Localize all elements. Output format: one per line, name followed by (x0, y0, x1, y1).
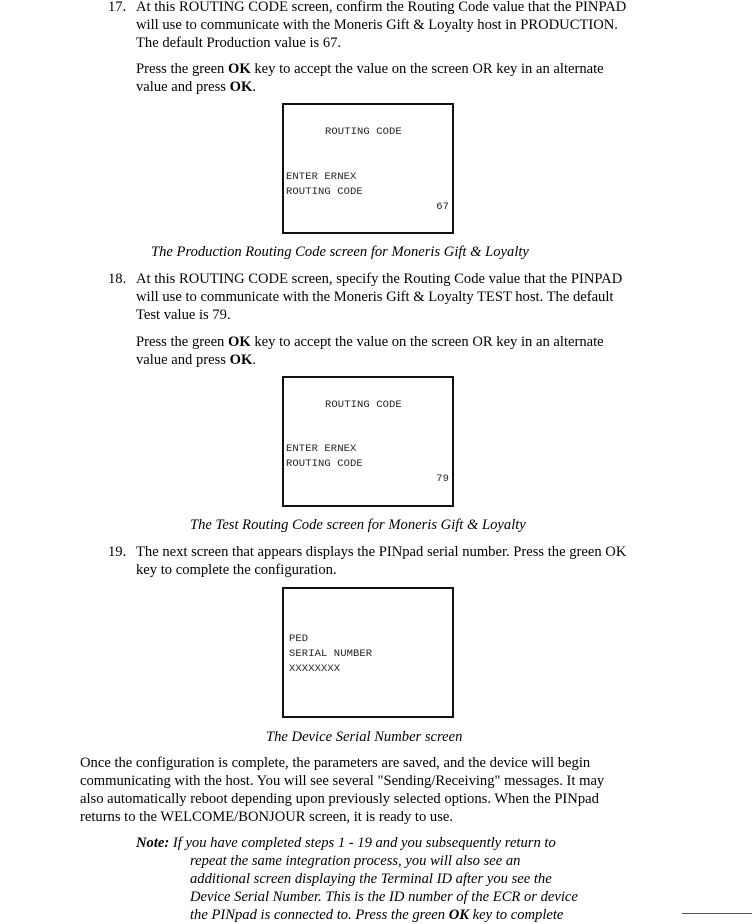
paragraph-line: returns to the WELCOME/BONJOUR screen, it is ready to use. (80, 809, 454, 825)
step-number: 18. (108, 271, 127, 287)
screen-line: ENTER ERNEX (286, 171, 357, 183)
text: value and press (136, 79, 230, 95)
figure-caption: The Test Routing Code screen for Moneris Gift & Loyalty (190, 517, 526, 533)
screen-line: ROUTING CODE (286, 458, 363, 470)
screen-line: SERIAL NUMBER (289, 648, 373, 660)
text: key to complete (469, 907, 564, 923)
ok-key-label: OK (448, 907, 469, 923)
pinpad-screen-serial (282, 587, 454, 718)
press-ok-instruction (136, 78, 256, 96)
text: . (252, 352, 256, 368)
step-text-line: will use to communicate with the Moneris Gift & Loyalty TEST host. The default (136, 289, 614, 305)
step-number: 19. (108, 544, 127, 560)
step-text-line: The default Production value is 67. (136, 35, 342, 51)
figure-caption: The Production Routing Code screen for Moneris Gift & Loyalty (151, 244, 529, 260)
step-text-line: At this ROUTING CODE screen, specify the Routing Code value that the PINPAD (136, 271, 623, 287)
screen-title: ROUTING CODE (325, 399, 402, 411)
ok-key-label: OK (229, 352, 253, 368)
serial-number-value: XXXXXXXX (289, 663, 341, 675)
page-footer-rule (682, 913, 752, 914)
ok-key-label: OK (228, 61, 251, 77)
ok-key-label: OK (229, 79, 253, 95)
note-label: Note: (136, 835, 170, 851)
press-ok-instruction (136, 60, 604, 78)
press-ok-instruction (136, 333, 604, 351)
screen-line: PED (289, 633, 309, 645)
text: key to accept the value on the screen OR key in an alternate (250, 61, 604, 77)
step-text-line: At this ROUTING CODE screen, confirm the Routing Code value that the PINPAD (136, 0, 627, 15)
screen-title: ROUTING CODE (325, 126, 402, 138)
note-first-line (136, 834, 556, 852)
screen-line: ENTER ERNEX (286, 443, 357, 455)
paragraph-line: also automatically reboot depending upon previously selected options. When the PINpad (80, 791, 599, 807)
step-text-line: Test value is 79. (136, 307, 231, 323)
routing-code-value: 79 (436, 473, 449, 485)
pinpad-screen-production (282, 103, 454, 234)
text: Press the green (136, 61, 228, 77)
screen-line: ROUTING CODE (286, 186, 363, 198)
text: If you have completed steps 1 - 19 and you subsequently return to (169, 835, 556, 851)
text: value and press (136, 352, 230, 368)
figure-caption: The Device Serial Number screen (266, 729, 463, 745)
paragraph-line: communicating with the host. You will see several "Sending/Receiving" messages. It may (80, 773, 605, 789)
note-line: additional screen displaying the Terminal ID after you see the (190, 871, 552, 887)
text: Press the green (136, 334, 228, 350)
note-line: repeat the same integration process, you will also see an (190, 853, 521, 869)
note-line: Device Serial Number. This is the ID number of the ECR or device (190, 889, 578, 905)
step-text-line: The next screen that appears displays the PINpad serial number. Press the green OK (136, 544, 627, 560)
step-text-line: will use to communicate with the Moneris Gift & Loyalty host in PRODUCTION. (136, 17, 618, 33)
text: the PINpad is connected to. Press the green (190, 907, 449, 923)
press-ok-instruction (136, 351, 256, 369)
ok-key-label: OK (228, 334, 251, 350)
text: key to accept the value on the screen OR key in an alternate (250, 334, 604, 350)
routing-code-value: 67 (436, 201, 449, 213)
step-text-line: key to complete the configuration. (136, 562, 337, 578)
step-number: 17. (108, 0, 127, 15)
text: . (252, 79, 256, 95)
pinpad-screen-test (282, 376, 454, 507)
note-line (190, 906, 563, 924)
paragraph-line: Once the configuration is complete, the parameters are saved, and the device will begin (80, 755, 591, 771)
